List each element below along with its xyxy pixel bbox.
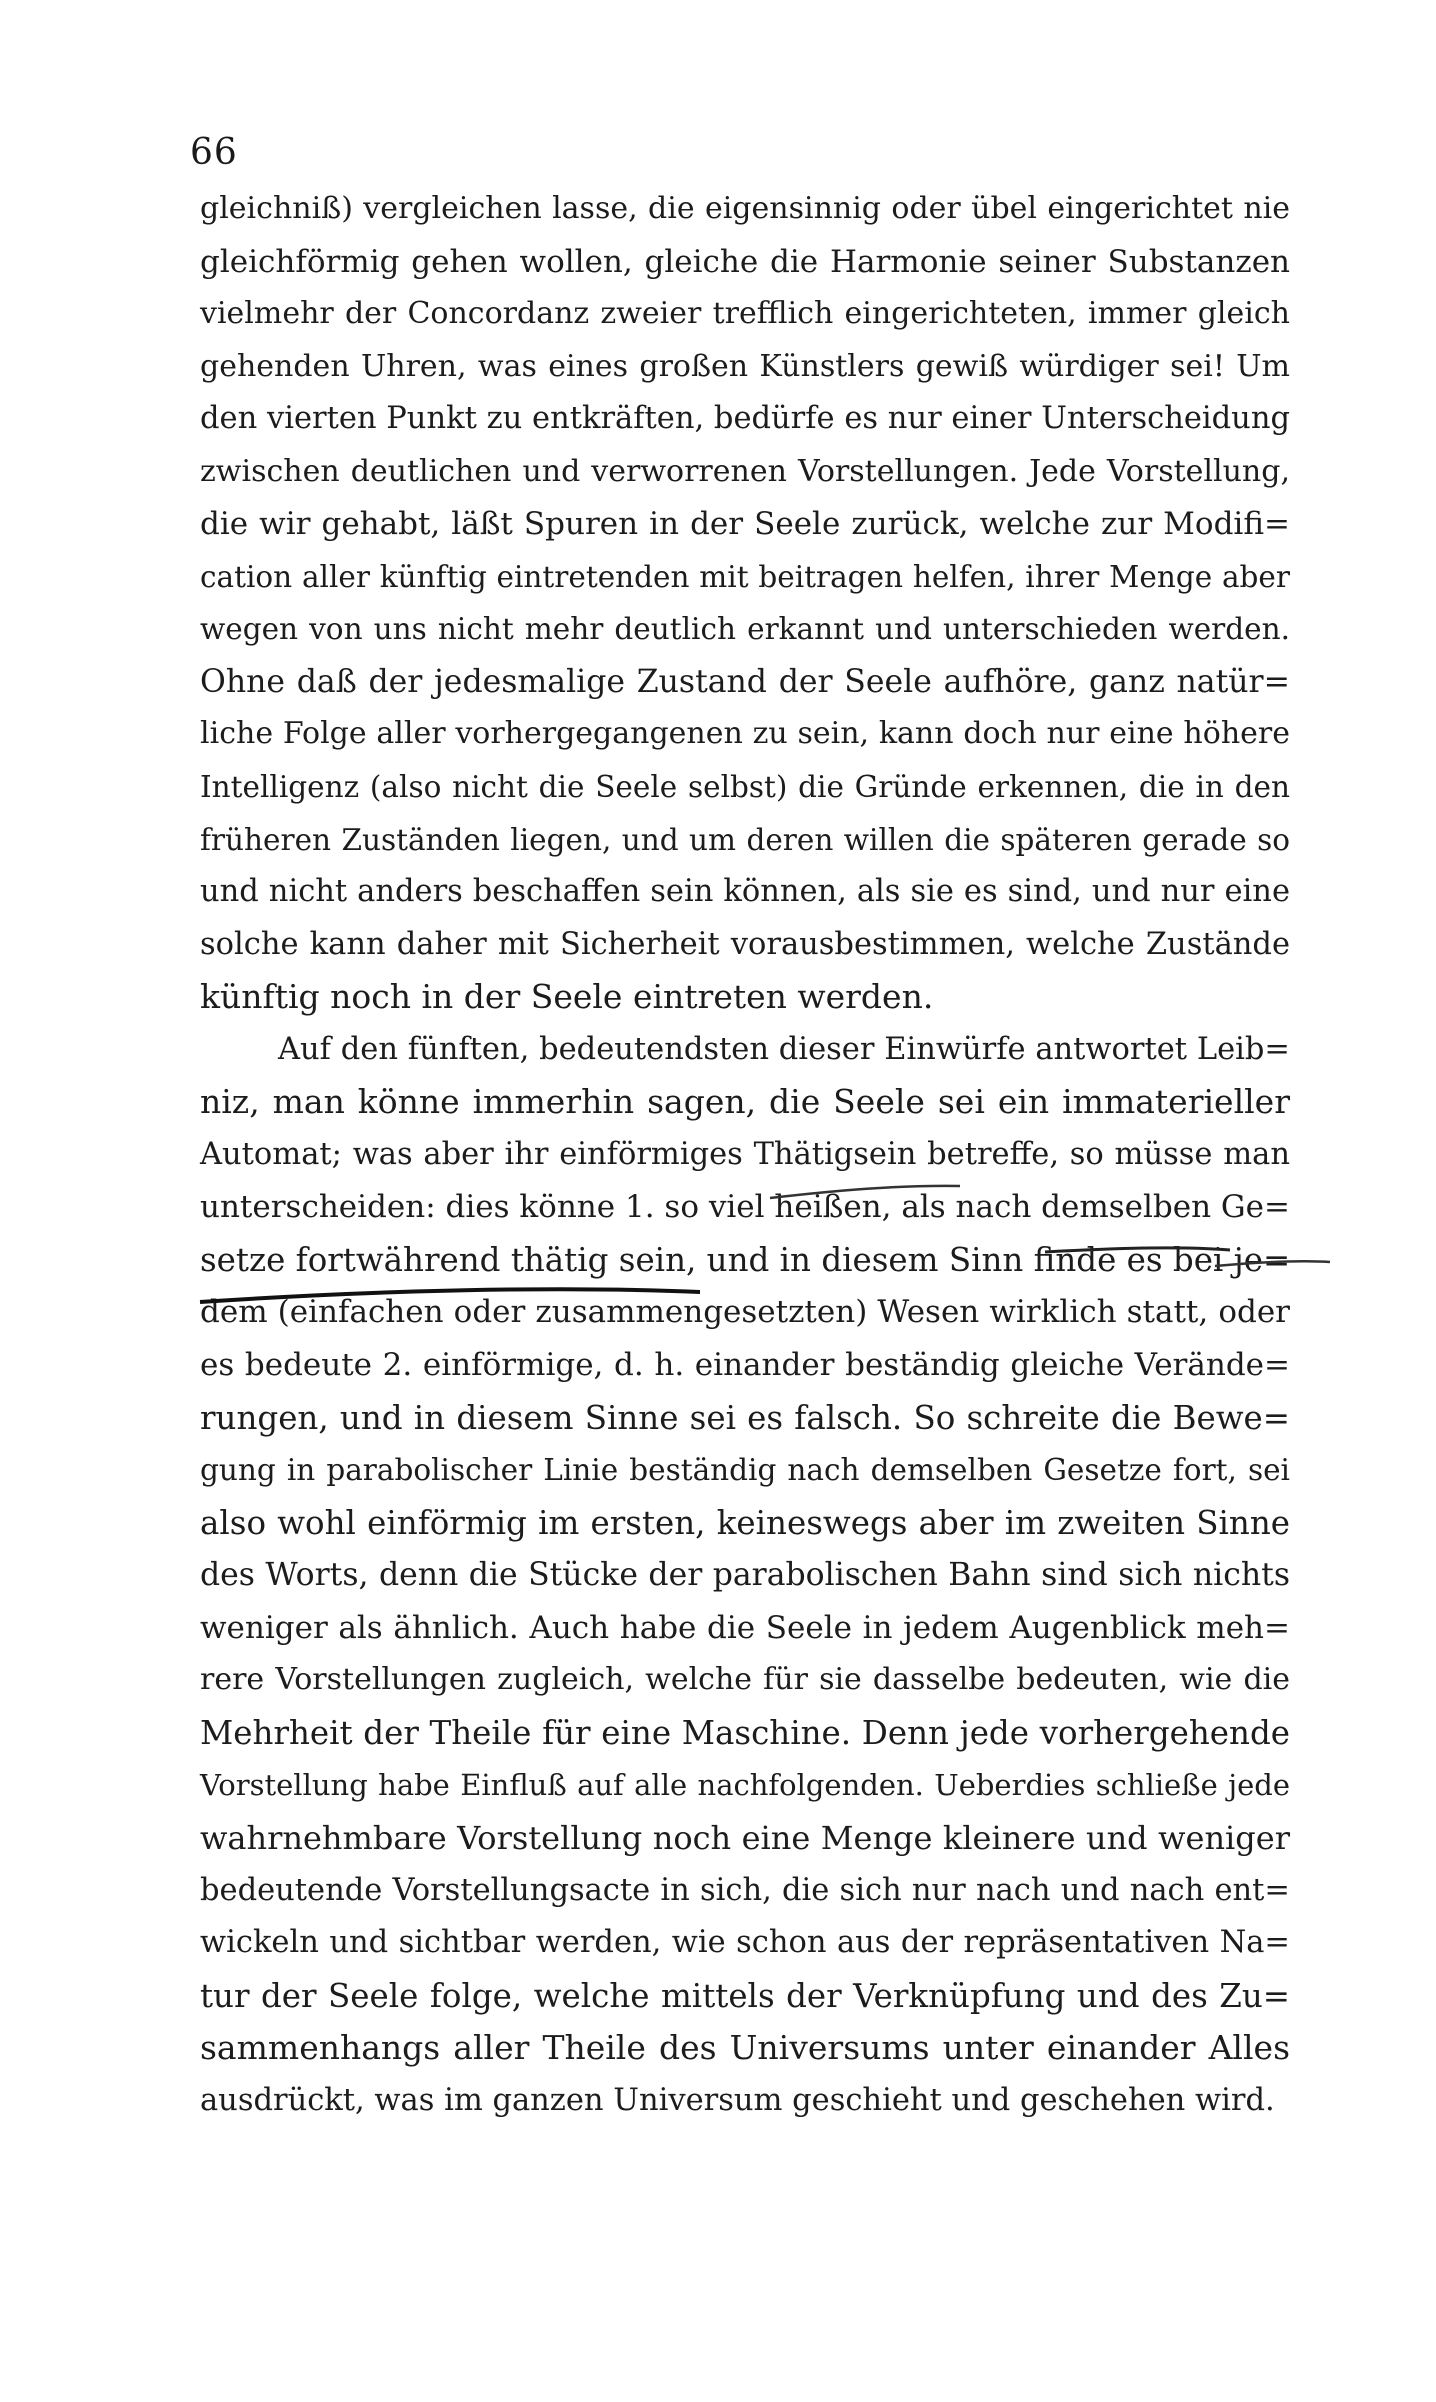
text-line: zwischen deutlichen und verworrenen Vorstellungen. Jede Vorstellung, — [200, 453, 1290, 489]
text-line: gehenden Uhren, was eines großen Künstlers gewiß würdiger sei! Um — [200, 348, 1290, 384]
paragraph-1 — [200, 183, 1290, 1024]
text-line: Vorstellung habe Einfluß auf alle nachfolgenden. Ueberdies schließe jede — [200, 1768, 1290, 1803]
text-line: gleichförmig gehen wollen, gleiche die Harmonie seiner Substanzen — [200, 243, 1290, 280]
text-line: cation aller künftig eintretenden mit beitragen helfen, ihrer Menge aber — [200, 559, 1290, 594]
text-line: Auf den fünften, bedeutendsten dieser Einwürfe antwortet Leib= — [278, 1031, 1290, 1067]
text-line: Automat; was aber ihr einförmiges Thätigsein betreffe, so müsse man — [200, 1136, 1290, 1172]
text-line: setze fortwährend thätig sein, und in diesem Sinn finde es bei je= — [200, 1240, 1291, 1279]
text-line: also wohl einförmig im ersten, keineswegs aber im zweiten Sinne — [200, 1503, 1290, 1542]
text-line: die wir gehabt, läßt Spuren in der Seele zurück, welche zur Modifi= — [200, 506, 1290, 543]
text-line: vielmehr der Concordanz zweier trefflich eingerichteten, immer gleich — [200, 296, 1290, 332]
text-line: solche kann daher mit Sicherheit vorausbestimmen, welche Zustände — [200, 926, 1290, 962]
paragraph-2 — [200, 1024, 1290, 2127]
text-line: des Worts, denn die Stücke der parabolischen Bahn sind sich nichts — [200, 1557, 1290, 1594]
text-line: weniger als ähnlich. Auch habe die Seele in jedem Augenblick meh= — [200, 1609, 1290, 1646]
text-line: liche Folge aller vorhergegangenen zu sein, kann doch nur eine höhere — [200, 716, 1290, 752]
text-line: den vierten Punkt zu entkräften, bedürfe es nur einer Unterscheidung — [200, 401, 1290, 437]
text-line: ausdrückt, was im ganzen Universum geschieht und geschehen wird. — [200, 2082, 1275, 2118]
text-line: sammenhangs aller Theile des Universums unter einander Alles — [200, 2028, 1290, 2068]
text-line: gung in parabolischer Linie beständig nach demselben Gesetze fort, sei — [200, 1453, 1290, 1488]
text-line: bedeutende Vorstellungsacte in sich, die sich nur nach und nach ent= — [200, 1872, 1290, 1908]
text-line: wahrnehmbare Vorstellung noch eine Menge kleinere und weniger — [200, 1818, 1290, 1857]
text-line: dem (einfachen oder zusammengesetzten) Wesen wirklich statt, oder — [200, 1294, 1290, 1331]
text-line: Intelligenz (also nicht die Seele selbst) die Gründe erkennen, die in den — [200, 770, 1290, 805]
text-line: Mehrheit der Theile für eine Maschine. Denn jede vorhergehende — [200, 1713, 1290, 1752]
text-line: und nicht anders beschaffen sein können, als sie es sind, und nur eine — [200, 874, 1290, 910]
text-line: niz, man könne immerhin sagen, die Seele sei ein immaterieller — [200, 1082, 1290, 1122]
page-number: 66 — [190, 132, 238, 173]
text-line: rungen, und in diesem Sinne sei es falsch. So schreite die Bewe= — [200, 1398, 1290, 1437]
text-line: es bedeute 2. einförmige, d. h. einander beständig gleiche Verände= — [200, 1347, 1290, 1384]
body-text — [200, 183, 1290, 2127]
text-line: wegen von uns nicht mehr deutlich erkannt und unterschieden werden. — [200, 612, 1290, 647]
text-line: unterscheiden: dies könne 1. so viel heißen, als nach demselben Ge= — [200, 1189, 1290, 1226]
text-line: früheren Zuständen liegen, und um deren willen die späteren gerade so — [200, 822, 1290, 857]
text-line: rere Vorstellungen zugleich, welche für sie dasselbe bedeuten, wie die — [200, 1662, 1290, 1698]
text-line: gleichniß) vergleichen lasse, die eigensinnig oder übel eingerichtet nie — [200, 191, 1290, 226]
text-line: künftig noch in der Seele eintreten werden. — [200, 977, 934, 1017]
text-line: Ohne daß der jedesmalige Zustand der Seele aufhöre, ganz natür= — [200, 663, 1290, 700]
text-line: wickeln und sichtbar werden, wie schon aus der repräsentativen Na= — [200, 1925, 1290, 1961]
text-line: tur der Seele folge, welche mittels der Verknüpfung und des Zu= — [200, 1976, 1290, 2015]
